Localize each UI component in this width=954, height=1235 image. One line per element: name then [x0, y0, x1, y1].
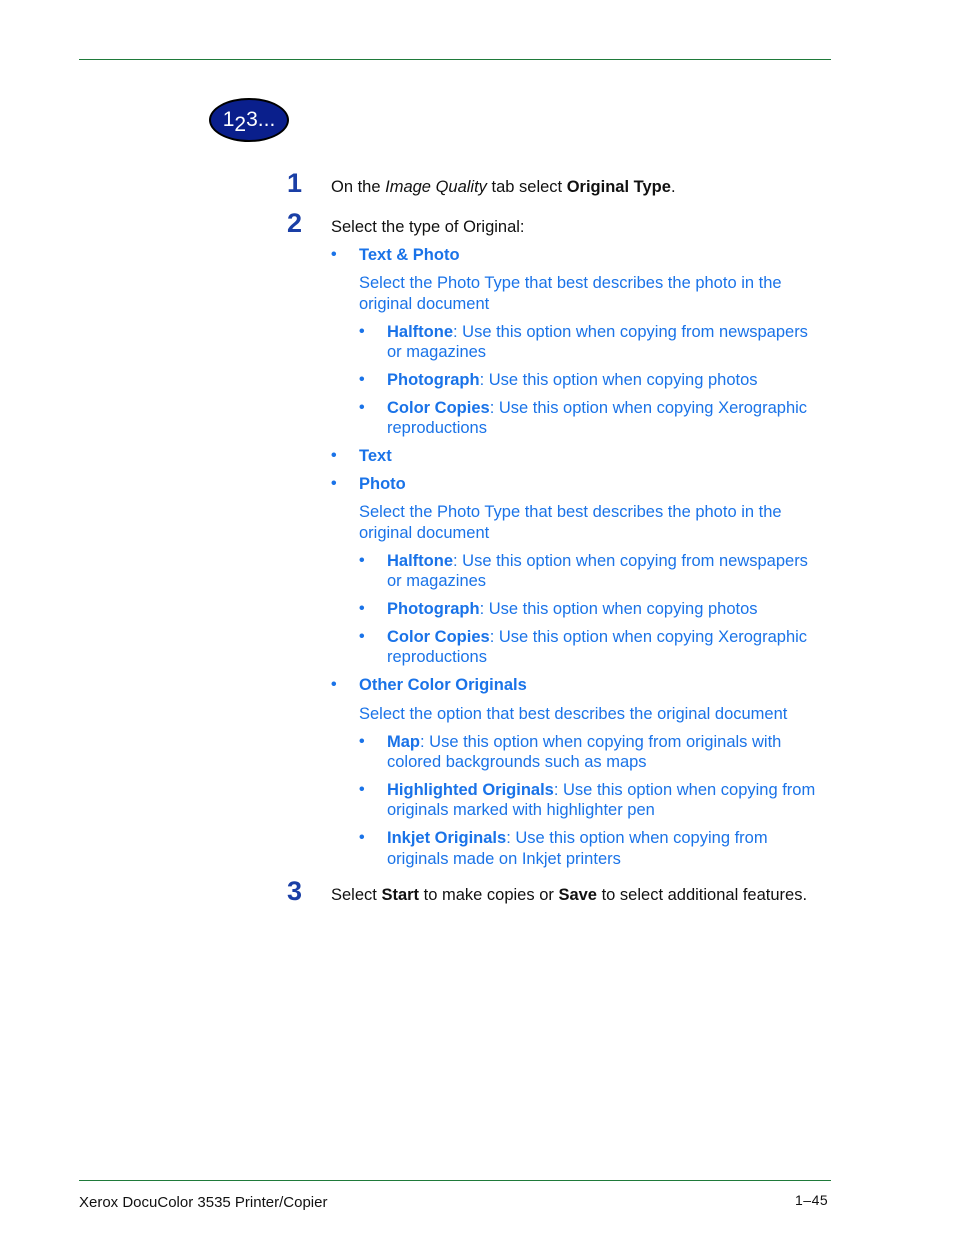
bullet-icon: • [359, 600, 365, 617]
badge-digit-2: 2 [234, 113, 247, 136]
step-2-text: Select the type of Original: [331, 218, 525, 236]
colorcopies-title: Color Copies [387, 628, 490, 646]
highlighted-desc: : Use this option when copying from [553, 781, 816, 799]
other-highlighted [387, 780, 815, 800]
other-map [387, 732, 781, 752]
bullet-icon: • [359, 829, 365, 846]
footer-rule [79, 1180, 831, 1181]
other-inkjet-2: originals made on Inkjet printers [387, 850, 621, 868]
footer-page-number: 1–45 [795, 1192, 829, 1208]
photo-colorcopies-2: reproductions [387, 648, 487, 666]
step-1-text [331, 177, 676, 197]
step-1-pre: On the [331, 178, 386, 196]
halftone-title: Halftone [387, 323, 453, 341]
other-map-2: colored backgrounds such as maps [387, 753, 647, 771]
step-3-text [331, 885, 807, 905]
header-rule [79, 59, 831, 60]
step-3-post: to select additional features. [597, 886, 808, 904]
text-photo-desc-2: original document [359, 295, 490, 313]
step-1-mid: tab select [486, 178, 567, 196]
step-1-bold: Original Type [566, 178, 671, 196]
step-number-3: 3 [287, 876, 303, 906]
photo-photograph [387, 599, 758, 619]
step-1-post: . [670, 178, 676, 196]
text-photo-photograph [387, 370, 758, 390]
photograph-desc: : Use this option when copying photos [479, 371, 758, 389]
bullet-icon: • [359, 371, 365, 388]
option-text-title [359, 446, 392, 466]
step-1-italic: Image Quality [385, 178, 487, 196]
colorcopies-title: Color Copies [387, 399, 490, 417]
step-number-2: 2 [287, 208, 303, 238]
step-3-pre: Select [331, 886, 382, 904]
map-title: Map [387, 733, 420, 751]
colorcopies-desc: : Use this option when copying Xerographic [489, 399, 808, 417]
photograph-title: Photograph [387, 600, 480, 618]
option-text-photo-title [359, 245, 460, 265]
highlighted-title: Highlighted Originals [387, 781, 554, 799]
map-desc: : Use this option when copying from originals with [420, 733, 782, 751]
halftone-title: Halftone [387, 552, 453, 570]
bullet-icon: • [359, 399, 365, 416]
text-photo-halftone [387, 322, 808, 342]
halftone-desc: : Use this option when copying from newspapers [453, 323, 808, 341]
text-photo-colorcopies-2: reproductions [387, 419, 487, 437]
bullet-icon: • [331, 676, 337, 693]
photo-halftone-2: or magazines [387, 572, 487, 590]
badge-digit-1: 1 [222, 108, 235, 131]
procedure-icon [209, 98, 289, 142]
step-number-1: 1 [287, 168, 303, 198]
halftone-desc: : Use this option when copying from newspapers [453, 552, 808, 570]
badge-digit-3: 3... [246, 108, 276, 131]
photograph-title: Photograph [387, 371, 480, 389]
text-title: Text [359, 447, 392, 465]
photo-title: Photo [359, 475, 406, 493]
photo-desc-2: original document [359, 524, 490, 542]
bullet-icon: • [331, 447, 337, 464]
photograph-desc: : Use this option when copying photos [479, 600, 758, 618]
bullet-icon: • [359, 323, 365, 340]
other-inkjet [387, 828, 768, 848]
text-photo-halftone-2: or magazines [387, 343, 487, 361]
step-3-mid: to make copies or [419, 886, 559, 904]
text-photo-colorcopies [387, 398, 807, 418]
text-photo-desc-1: Select the Photo Type that best describes the photo in the [359, 274, 782, 292]
photo-colorcopies [387, 627, 807, 647]
other-desc-1: Select the option that best describes the original document [359, 705, 788, 723]
bullet-icon: • [331, 246, 337, 263]
photo-halftone [387, 551, 808, 571]
text-photo-title: Text & Photo [359, 246, 460, 264]
step-3-bold-save: Save [558, 886, 597, 904]
footer-product-name: Xerox DocuColor 3535 Printer/Copier [79, 1194, 328, 1211]
other-title: Other Color Originals [359, 676, 527, 694]
bullet-icon: • [359, 628, 365, 645]
colorcopies-desc: : Use this option when copying Xerographic [489, 628, 808, 646]
inkjet-desc: : Use this option when copying from [506, 829, 768, 847]
option-other-title [359, 675, 527, 695]
step-3-bold-start: Start [381, 886, 420, 904]
other-highlighted-2: originals marked with highlighter pen [387, 801, 655, 819]
inkjet-title: Inkjet Originals [387, 829, 507, 847]
bullet-icon: • [359, 733, 365, 750]
option-photo-title [359, 474, 406, 494]
bullet-icon: • [359, 552, 365, 569]
bullet-icon: • [359, 781, 365, 798]
photo-desc-1: Select the Photo Type that best describes the photo in the [359, 503, 782, 521]
bullet-icon: • [331, 475, 337, 492]
